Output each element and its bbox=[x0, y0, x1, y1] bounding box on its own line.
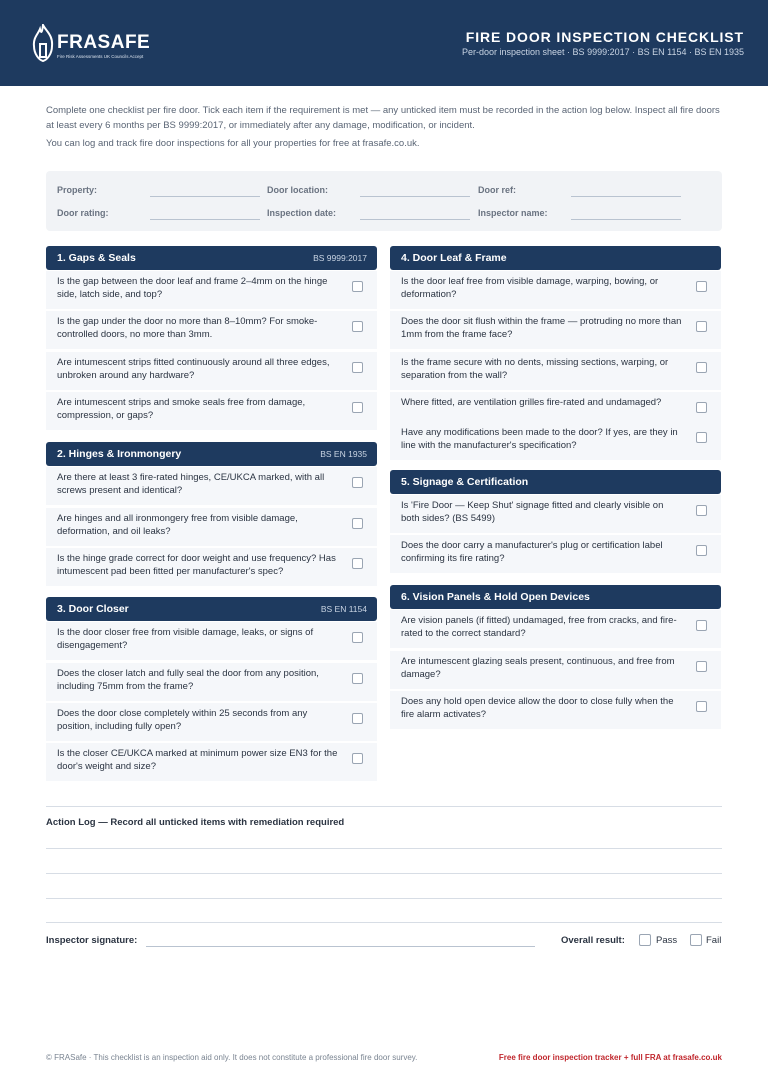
section-standard-badge: BS 9999:2017 bbox=[313, 253, 367, 263]
checklist-question: Is the closer CE/UKCA marked at minimum power size EN3 for the door's weight and size? bbox=[57, 748, 338, 772]
property-field[interactable] bbox=[150, 196, 260, 197]
checklist-item bbox=[390, 691, 721, 729]
checklist-item bbox=[390, 610, 721, 648]
section-header bbox=[390, 585, 721, 609]
section-title: 3. Door Closer bbox=[57, 603, 129, 615]
door-ref-field[interactable] bbox=[571, 196, 681, 197]
section-title: 5. Signage & Certification bbox=[401, 476, 529, 488]
flame-door-icon bbox=[32, 24, 54, 62]
checklist-question: Does any hold open device allow the door to close fully when the fire alarm activates? bbox=[401, 696, 674, 720]
checklist-checkbox[interactable] bbox=[696, 432, 707, 443]
checklist-checkbox[interactable] bbox=[352, 402, 363, 413]
section-title: 1. Gaps & Seals bbox=[57, 252, 136, 264]
checklist-item bbox=[390, 311, 721, 349]
door-ref-label: Door ref: bbox=[478, 185, 516, 195]
checklist-checkbox[interactable] bbox=[352, 753, 363, 764]
property-label: Property: bbox=[57, 185, 98, 195]
section-standard-badge: BS EN 1154 bbox=[320, 604, 367, 614]
divider bbox=[46, 806, 722, 807]
fail-checkbox[interactable] bbox=[690, 934, 702, 946]
checklist-question: Are intumescent strips fitted continuously around all three edges, unbroken around any hardware? bbox=[57, 357, 330, 381]
inspector-name-label: Inspector name: bbox=[478, 208, 548, 218]
checklist-question: Is 'Fire Door — Keep Shut' signage fitted and clearly visible on both sides? (BS 5499) bbox=[401, 500, 664, 524]
checklist-item bbox=[46, 508, 377, 546]
page-header bbox=[0, 0, 768, 86]
inspector-name-field[interactable] bbox=[571, 219, 681, 220]
checklist-item bbox=[46, 392, 377, 430]
checklist-checkbox[interactable] bbox=[352, 321, 363, 332]
action-log-line[interactable] bbox=[46, 898, 722, 899]
intro-tracker-note: You can log and track fire door inspections for all your properties for free at frasafe.co.uk. bbox=[46, 138, 420, 149]
section-title: 2. Hinges & Ironmongery bbox=[57, 448, 182, 460]
checklist-checkbox[interactable] bbox=[352, 558, 363, 569]
logo-tagline: Fire Risk Assessments UK Councils Accept bbox=[57, 54, 144, 59]
checklist-question: Is the door closer free from visible damage, leaks, or signs of disengagement? bbox=[57, 627, 314, 651]
checklist-question: Is the gap under the door no more than 8–10mm? For smoke-controlled doors, no more than 3mm. bbox=[57, 316, 318, 340]
section-header bbox=[46, 246, 377, 270]
door-info-panel bbox=[46, 171, 722, 231]
checklist-checkbox[interactable] bbox=[696, 362, 707, 373]
checklist-question: Is the hinge grade correct for door weight and use frequency? Has intumescent pad been fitted per manufacturer's spec? bbox=[57, 553, 336, 577]
checklist-item bbox=[390, 535, 721, 573]
checklist-item bbox=[46, 311, 377, 349]
checklist-item bbox=[46, 548, 377, 586]
checklist-question: Does the door sit flush within the frame — protruding no more than 1mm from the frame face? bbox=[401, 316, 682, 340]
checklist-item bbox=[390, 271, 721, 309]
fail-label: Fail bbox=[706, 935, 722, 946]
checklist-checkbox[interactable] bbox=[696, 321, 707, 332]
logo-wordmark: FRASAFE bbox=[57, 32, 151, 53]
checklist-checkbox[interactable] bbox=[352, 477, 363, 488]
checklist-checkbox[interactable] bbox=[696, 402, 707, 413]
checklist-item bbox=[46, 663, 377, 701]
checklist-question: Does the door carry a manufacturer's plug or certification label confirming its fire rating? bbox=[401, 540, 663, 564]
intro-instructions: Complete one checklist per fire door. Tick each item if the requirement is met — any unticked item must be recorded in the action log below. Inspect all fire doors at least every 6 months per BS 9999:2017, or immediately after any damage, modification, or incident. bbox=[46, 105, 720, 131]
section-header bbox=[390, 470, 721, 494]
door-location-field[interactable] bbox=[360, 196, 470, 197]
checklist-item bbox=[390, 495, 721, 533]
checklist-question: Where fitted, are ventilation grilles fire-rated and undamaged? bbox=[401, 397, 662, 408]
document-title: FIRE DOOR INSPECTION CHECKLIST bbox=[465, 29, 744, 45]
checklist-checkbox[interactable] bbox=[696, 620, 707, 631]
checklist-checkbox[interactable] bbox=[696, 281, 707, 292]
inspection-date-label: Inspection date: bbox=[267, 208, 337, 218]
door-location-label: Door location: bbox=[267, 185, 328, 195]
action-log-line[interactable] bbox=[46, 922, 722, 923]
pass-label: Pass bbox=[656, 935, 678, 946]
checklist-question: Is the gap between the door leaf and frame 2–4mm on the hinge side, latch side, and top? bbox=[57, 276, 328, 300]
checklist-checkbox[interactable] bbox=[696, 661, 707, 672]
inspector-signature-label: Inspector signature: bbox=[46, 935, 138, 946]
checklist-question: Are there at least 3 fire-rated hinges, CE/UKCA marked, with all screws present and identical? bbox=[57, 472, 325, 496]
checklist-item bbox=[390, 422, 721, 460]
checklist-item bbox=[390, 352, 721, 390]
checklist-question: Is the frame secure with no dents, missing sections, warping, or separation from the wall? bbox=[401, 357, 669, 381]
checklist-item bbox=[46, 271, 377, 309]
action-log-title: Action Log — Record all unticked items with remediation required bbox=[46, 817, 345, 828]
door-rating-label: Door rating: bbox=[57, 208, 109, 218]
document-subtitle: Per-door inspection sheet · BS 9999:2017 · BS EN 1154 · BS EN 1935 bbox=[462, 47, 744, 57]
checklist-checkbox[interactable] bbox=[352, 632, 363, 643]
checklist-question: Are vision panels (if fitted) undamaged, free from cracks, and fire-rated to the correct standard? bbox=[401, 615, 677, 639]
checklist-checkbox[interactable] bbox=[696, 505, 707, 516]
checklist-checkbox[interactable] bbox=[352, 281, 363, 292]
checklist-question: Is the door leaf free from visible damage, warping, bowing, or deformation? bbox=[401, 276, 659, 300]
frasafe-logo bbox=[32, 24, 172, 64]
checklist-item bbox=[46, 467, 377, 505]
checklist-checkbox[interactable] bbox=[352, 362, 363, 373]
action-log-line[interactable] bbox=[46, 848, 722, 849]
checklist-question: Have any modifications been made to the door? If yes, are they in line with the manufacturer's specification? bbox=[401, 427, 678, 451]
overall-result-label: Overall result: bbox=[561, 935, 625, 946]
inspection-date-field[interactable] bbox=[360, 219, 470, 220]
checklist-question: Does the door close completely within 25 seconds from any position, including fully open? bbox=[57, 708, 308, 732]
checklist-checkbox[interactable] bbox=[352, 518, 363, 529]
footer-promo-link[interactable]: Free fire door inspection tracker + full FRA at frasafe.co.uk bbox=[498, 1053, 722, 1062]
checklist-question: Are intumescent glazing seals present, continuous, and free from damage? bbox=[401, 656, 675, 680]
section-standard-badge: BS EN 1935 bbox=[320, 449, 367, 459]
door-rating-field[interactable] bbox=[150, 219, 260, 220]
checklist-item bbox=[46, 622, 377, 660]
checklist-question: Are intumescent strips and smoke seals free from damage, compression, or gaps? bbox=[57, 397, 306, 421]
section-header bbox=[390, 246, 721, 270]
checklist-checkbox[interactable] bbox=[696, 545, 707, 556]
section-title: 6. Vision Panels & Hold Open Devices bbox=[401, 591, 590, 603]
checklist-checkbox[interactable] bbox=[352, 713, 363, 724]
section-title: 4. Door Leaf & Frame bbox=[401, 252, 507, 264]
checklist-item bbox=[46, 743, 377, 781]
inspector-signature-field[interactable] bbox=[146, 946, 535, 947]
section-header bbox=[46, 597, 377, 621]
checklist-question: Are hinges and all ironmongery free from visible damage, deformation, and oil leaks? bbox=[57, 513, 298, 537]
checklist-item bbox=[46, 352, 377, 390]
checklist-checkbox[interactable] bbox=[696, 701, 707, 712]
pass-checkbox[interactable] bbox=[639, 934, 651, 946]
checklist-question: Does the closer latch and fully seal the door from any position, including 75mm from the frame? bbox=[57, 668, 319, 692]
checklist-item bbox=[46, 703, 377, 741]
footer-disclaimer: © FRASafe · This checklist is an inspection aid only. It does not constitute a professional fire door survey. bbox=[46, 1053, 418, 1062]
action-log-line[interactable] bbox=[46, 873, 722, 874]
checklist-checkbox[interactable] bbox=[352, 673, 363, 684]
checklist-item bbox=[390, 651, 721, 689]
section-header bbox=[46, 442, 377, 466]
